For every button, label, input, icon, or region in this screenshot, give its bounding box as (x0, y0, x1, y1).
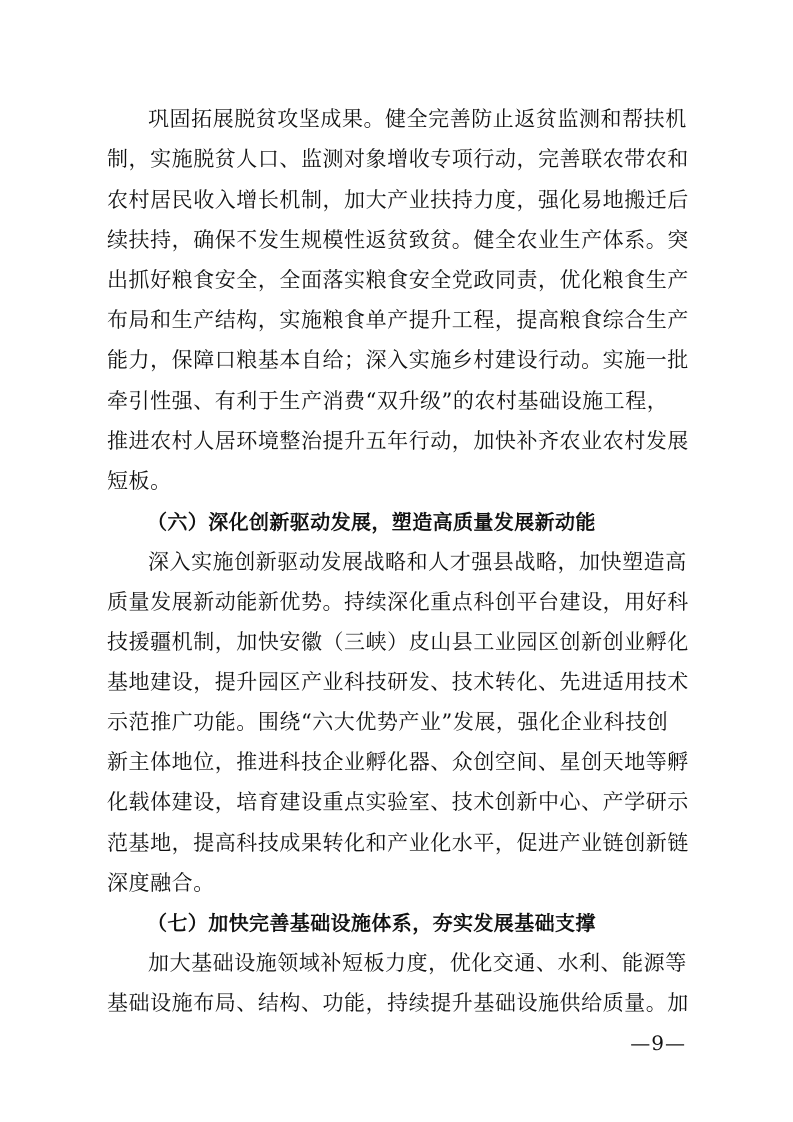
body-text-line: 质量发展新动能新优势。持续深化重点科创平台建设，用好科 (107, 590, 689, 614)
body-text-line: 范基地，提高科技成果转化和产业化水平，促进产业链创新链 (107, 831, 689, 855)
body-text-line: 深入实施创新驱动发展战略和人才强县战略，加快塑造高 (148, 550, 687, 574)
body-text-line: 深度融合。 (107, 871, 215, 895)
body-text-line: 短板。 (107, 469, 172, 493)
body-text-line: 推进农村人居环境整治提升五年行动，加快补齐农业农村发展 (107, 429, 689, 453)
body-text-line: 制，实施脱贫人口、监测对象增收专项行动，完善联农带农和 (107, 147, 689, 171)
body-text-line: 技援疆机制，加快安徽（三峡）皮山县工业园区创新创业孵化 (107, 630, 689, 654)
body-text-line: 布局和生产结构，实施粮食单产提升工程，提高粮食综合生产 (107, 308, 689, 332)
body-text-line: 牵引性强、有利于生产消费“双升级”的农村基础设施工程， (107, 389, 669, 413)
body-text-line: 农村居民收入增长机制，加大产业扶持力度，强化易地搬迁后 (107, 188, 689, 212)
body-text-line: 续扶持，确保不发生规模性返贫致贫。健全农业生产体系。突 (107, 228, 689, 252)
page-number: —9— (630, 1031, 686, 1055)
body-text-line: 基础设施布局、结构、功能，持续提升基础设施供给质量。加 (107, 991, 689, 1015)
body-text-line: 能力，保障口粮基本自给；深入实施乡村建设行动。实施一批 (107, 348, 689, 372)
body-text-line: 示范推广功能。围绕“六大优势产业”发展，强化企业科技创 (107, 710, 669, 734)
body-text-line: 化载体建设，培育建设重点实验室、技术创新中心、产学研示 (107, 790, 689, 814)
section-heading-7: （七）加快完善基础设施体系，夯实发展基础支撑 (147, 911, 596, 935)
section-heading-6: （六）深化创新驱动发展，塑造高质量发展新动能 (147, 510, 596, 534)
body-text-line: 基地建设，提升园区产业科技研发、技术转化、先进适用技术 (107, 670, 689, 694)
body-text-line: 出抓好粮食安全，全面落实粮食安全党政同责，优化粮食生产 (107, 268, 689, 292)
body-text-line: 巩固拓展脱贫攻坚成果。健全完善防止返贫监测和帮扶机 (148, 107, 687, 131)
body-text-line: 加大基础设施领域补短板力度，优化交通、水利、能源等 (148, 951, 687, 975)
body-text-line: 新主体地位，推进科技企业孵化器、众创空间、星创天地等孵 (107, 750, 689, 774)
